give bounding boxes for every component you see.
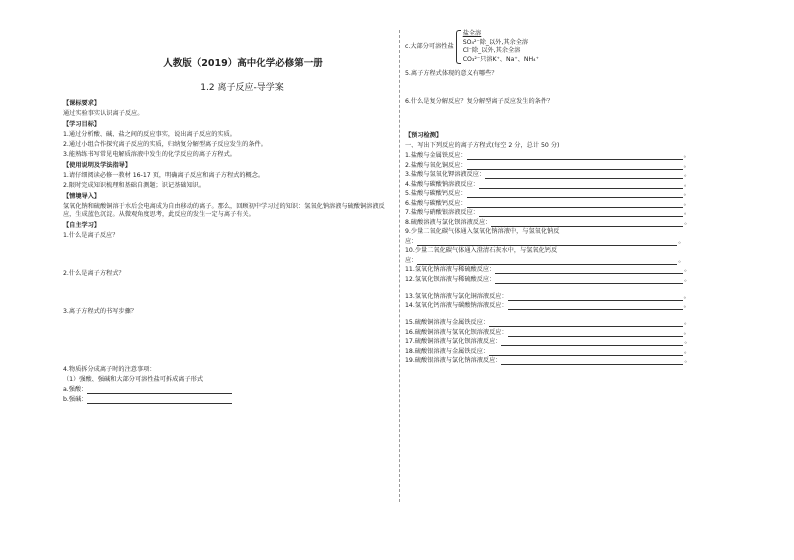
exercise-label: 17.硫酸铜溶液与氯化钡溶液反应： bbox=[405, 338, 502, 345]
answer-blank[interactable] bbox=[495, 277, 683, 284]
exercise-item bbox=[405, 190, 735, 198]
exercise-label: 13.氢氧化钠溶液与氯化铜溶液反应： bbox=[405, 292, 508, 300]
end-mark: 。 bbox=[684, 171, 691, 178]
end-mark: 。 bbox=[683, 302, 690, 309]
answer-blank[interactable] bbox=[489, 320, 683, 327]
exercise-label: 19.硫酸银溶液与氯化钠溶液反应： bbox=[405, 357, 502, 364]
exercise-item bbox=[405, 228, 735, 236]
question-subitem: （1）强酸、强碱和大部分可溶性盐可拆成离子形式 bbox=[63, 376, 204, 383]
self-study-heading: 【自主学习】 bbox=[63, 222, 101, 229]
exercise-label: 6.盐酸与碳酸钙反应： bbox=[405, 199, 467, 207]
exercise-item bbox=[405, 238, 735, 246]
answer-blank[interactable] bbox=[479, 182, 683, 189]
answer-blank[interactable] bbox=[417, 239, 677, 246]
end-mark: 。 bbox=[683, 152, 690, 159]
guide-item: 2.限时完成知识梳理和基础自测题；识记基础知识。 bbox=[63, 182, 206, 189]
context-heading: 【情境导入】 bbox=[63, 193, 101, 200]
requirements-text: 通过实验事实认识离子反应。 bbox=[63, 110, 144, 117]
exercise-label: 14.氢氧化钙溶液与碳酸钠溶液反应： bbox=[405, 302, 508, 309]
end-mark: 。 bbox=[683, 292, 690, 300]
answer-blank[interactable] bbox=[467, 201, 683, 208]
exercise-label: 应： bbox=[405, 237, 418, 245]
end-mark: 。 bbox=[683, 180, 691, 188]
context-text: 氢氧化钠和硫酸铜溶于水后会电离成为自由移动的离子。那么，回顾初中学习过的知识：氢氧化钠溶液与硫酸铜溶液反应，生成蓝色沉淀。从微观角度思考，此反应的发生一定与离子有关。 bbox=[63, 203, 385, 218]
objective-item: 3.能熟练书写常见电解质溶液中发生的化学反应的离子方程式。 bbox=[63, 151, 236, 158]
end-mark: 。 bbox=[684, 218, 691, 226]
answer-blank[interactable] bbox=[417, 258, 677, 265]
exercise-item bbox=[405, 171, 735, 179]
answer-label: a.强酸： bbox=[63, 386, 88, 393]
exercise-label: 9.少量二氧化碳气体通入氢氧化钠溶液中，与氢氧化钠反 bbox=[405, 228, 560, 235]
right-column bbox=[405, 30, 735, 367]
exercise-label: 18.硫酸银溶液与金属铁反应： bbox=[405, 347, 490, 355]
end-mark: 。 bbox=[684, 319, 691, 326]
solubility-line: SO₄²⁻除_以外,其余全溶 bbox=[462, 38, 529, 46]
exercise-list bbox=[405, 293, 735, 311]
question-item: 1.什么是离子反应？ bbox=[63, 232, 119, 239]
objectives-heading: 【学习目标】 bbox=[63, 121, 101, 128]
exercise-item bbox=[405, 319, 735, 327]
end-mark: 。 bbox=[683, 199, 690, 207]
answer-label: b.强碱： bbox=[63, 396, 88, 403]
end-mark: 。 bbox=[684, 338, 691, 345]
exercise-list bbox=[405, 319, 735, 365]
answer-blank[interactable] bbox=[467, 153, 683, 160]
exercise-item bbox=[405, 247, 735, 255]
end-mark: 。 bbox=[684, 266, 691, 273]
question-item: 3.离子方程式的书写步骤？ bbox=[63, 308, 137, 315]
solubility-line: Cl⁻除_以外,其余全溶 bbox=[462, 47, 521, 54]
answer-blank[interactable] bbox=[508, 303, 683, 310]
exercise-item bbox=[405, 257, 735, 265]
answer-blank[interactable] bbox=[479, 210, 683, 217]
exercise-list bbox=[405, 266, 735, 284]
exercise-item bbox=[405, 348, 735, 356]
exercise-label: 3.盐酸与氢氧化钾溶液反应： bbox=[405, 171, 486, 178]
answer-blank[interactable] bbox=[508, 330, 683, 337]
solubility-line: CO₃²⁻只溶K⁺、Na⁺、NH₄⁺ bbox=[462, 55, 539, 63]
guide-item: 1.请仔细阅读必修一教材 16-17 页，明确离子反应和离子方程式的概念。 bbox=[63, 172, 265, 179]
solubility-lines bbox=[463, 30, 539, 64]
question-item: 5.离子方程式体现的意义有哪些？ bbox=[405, 70, 498, 77]
end-mark: 。 bbox=[678, 237, 685, 245]
exercise-label: 应： bbox=[405, 256, 418, 264]
answer-blank[interactable] bbox=[467, 163, 683, 170]
exercise-label: 11.氢氧化钠溶液与稀硫酸反应： bbox=[405, 266, 496, 273]
exercise-item bbox=[405, 162, 735, 170]
exercise-item bbox=[405, 276, 735, 284]
exercise-label: 12.氢氧化钡溶液与稀硫酸反应： bbox=[405, 275, 496, 283]
exercise-label: 16.硫酸铜溶液与氢氧化钡溶液反应： bbox=[405, 328, 508, 336]
end-mark: 。 bbox=[683, 209, 691, 216]
objective-item: 1.通过分析酸、碱、盐之间的反应事实，说出离子反应的实质。 bbox=[63, 131, 236, 138]
spacer bbox=[405, 312, 735, 318]
end-mark: 。 bbox=[684, 347, 691, 355]
exercise-label: 5.盐酸与碳酸钙反应： bbox=[405, 190, 467, 197]
answer-blank[interactable] bbox=[87, 387, 232, 394]
end-mark: 。 bbox=[683, 190, 690, 197]
exercise-item bbox=[405, 357, 735, 365]
question-item: 4.物质拆分成离子时的注意事项： bbox=[63, 366, 156, 373]
check-intro: 一、写出下列反应的离子方程式(每空 2 分，总计 50 分) bbox=[405, 142, 560, 149]
question-item: 6.什么是复分解反应？复分解型离子反应发生的条件？ bbox=[405, 98, 554, 105]
exercise-item bbox=[405, 200, 735, 208]
answer-row-a bbox=[63, 386, 393, 394]
column-divider bbox=[399, 30, 400, 502]
exercise-item bbox=[405, 209, 735, 217]
exercise-item bbox=[405, 181, 735, 189]
exercise-label: 4.盐酸与碳酸钠溶液反应： bbox=[405, 180, 479, 188]
exercise-label: 2.盐酸与氧化铜反应： bbox=[405, 161, 467, 169]
answer-blank[interactable] bbox=[489, 349, 683, 356]
objective-item: 2.通过小组合作探究离子反应的实质，归纳复分解型离子反应发生的条件。 bbox=[63, 141, 267, 148]
exercise-list bbox=[405, 152, 735, 227]
exercise-item bbox=[405, 293, 735, 301]
answer-row-b bbox=[63, 396, 393, 404]
answer-blank[interactable] bbox=[87, 397, 232, 404]
exercise-item bbox=[405, 219, 735, 227]
solubility-label: c.大部分可溶性盐 bbox=[405, 43, 454, 50]
exercise-label: 15.硫酸铜溶液与金属铁反应： bbox=[405, 319, 490, 326]
solubility-line: 盐全溶 bbox=[462, 30, 482, 37]
answer-blank[interactable] bbox=[491, 220, 683, 227]
document-subtitle: 1.2 离子反应-导学案 bbox=[200, 83, 284, 93]
exercise-item bbox=[405, 266, 735, 274]
exercise-item bbox=[405, 338, 735, 346]
end-mark: 。 bbox=[683, 328, 690, 336]
answer-blank[interactable] bbox=[501, 339, 683, 346]
end-mark: 。 bbox=[684, 275, 691, 283]
answer-blank[interactable] bbox=[501, 358, 683, 365]
spacer bbox=[405, 285, 735, 291]
exercise-label: 1.盐酸与金属铁反应： bbox=[405, 152, 467, 159]
exercise-item bbox=[405, 329, 735, 337]
solubility-rules bbox=[405, 30, 735, 64]
document-title: 人教版（2019）高中化学必修第一册 bbox=[163, 58, 323, 69]
left-column bbox=[63, 58, 393, 406]
exercise-label: 8.硫酸溶液与氯化钡溶液反应： bbox=[405, 218, 492, 226]
answer-blank[interactable] bbox=[485, 172, 683, 179]
answer-blank[interactable] bbox=[467, 191, 683, 198]
check-heading: 【预习检测】 bbox=[405, 132, 443, 139]
brace-icon bbox=[456, 30, 461, 64]
guide-heading: 【使用说明及学法指导】 bbox=[63, 162, 132, 169]
exercise-item bbox=[405, 302, 735, 310]
end-mark: 。 bbox=[683, 161, 690, 169]
exercise-label: 10.少量二氧化碳气体通入澄清石灰水中，与氢氧化钙反 bbox=[405, 247, 558, 254]
question-item: 2.什么是离子方程式？ bbox=[63, 270, 125, 277]
end-mark: 。 bbox=[678, 256, 685, 264]
requirements-heading: 【课标要求】 bbox=[63, 100, 101, 107]
answer-blank[interactable] bbox=[495, 267, 683, 274]
answer-blank[interactable] bbox=[508, 294, 683, 301]
exercise-label: 7.盐酸与硝酸银溶液反应： bbox=[405, 209, 479, 216]
exercise-item bbox=[405, 152, 735, 160]
end-mark: 。 bbox=[684, 357, 691, 364]
